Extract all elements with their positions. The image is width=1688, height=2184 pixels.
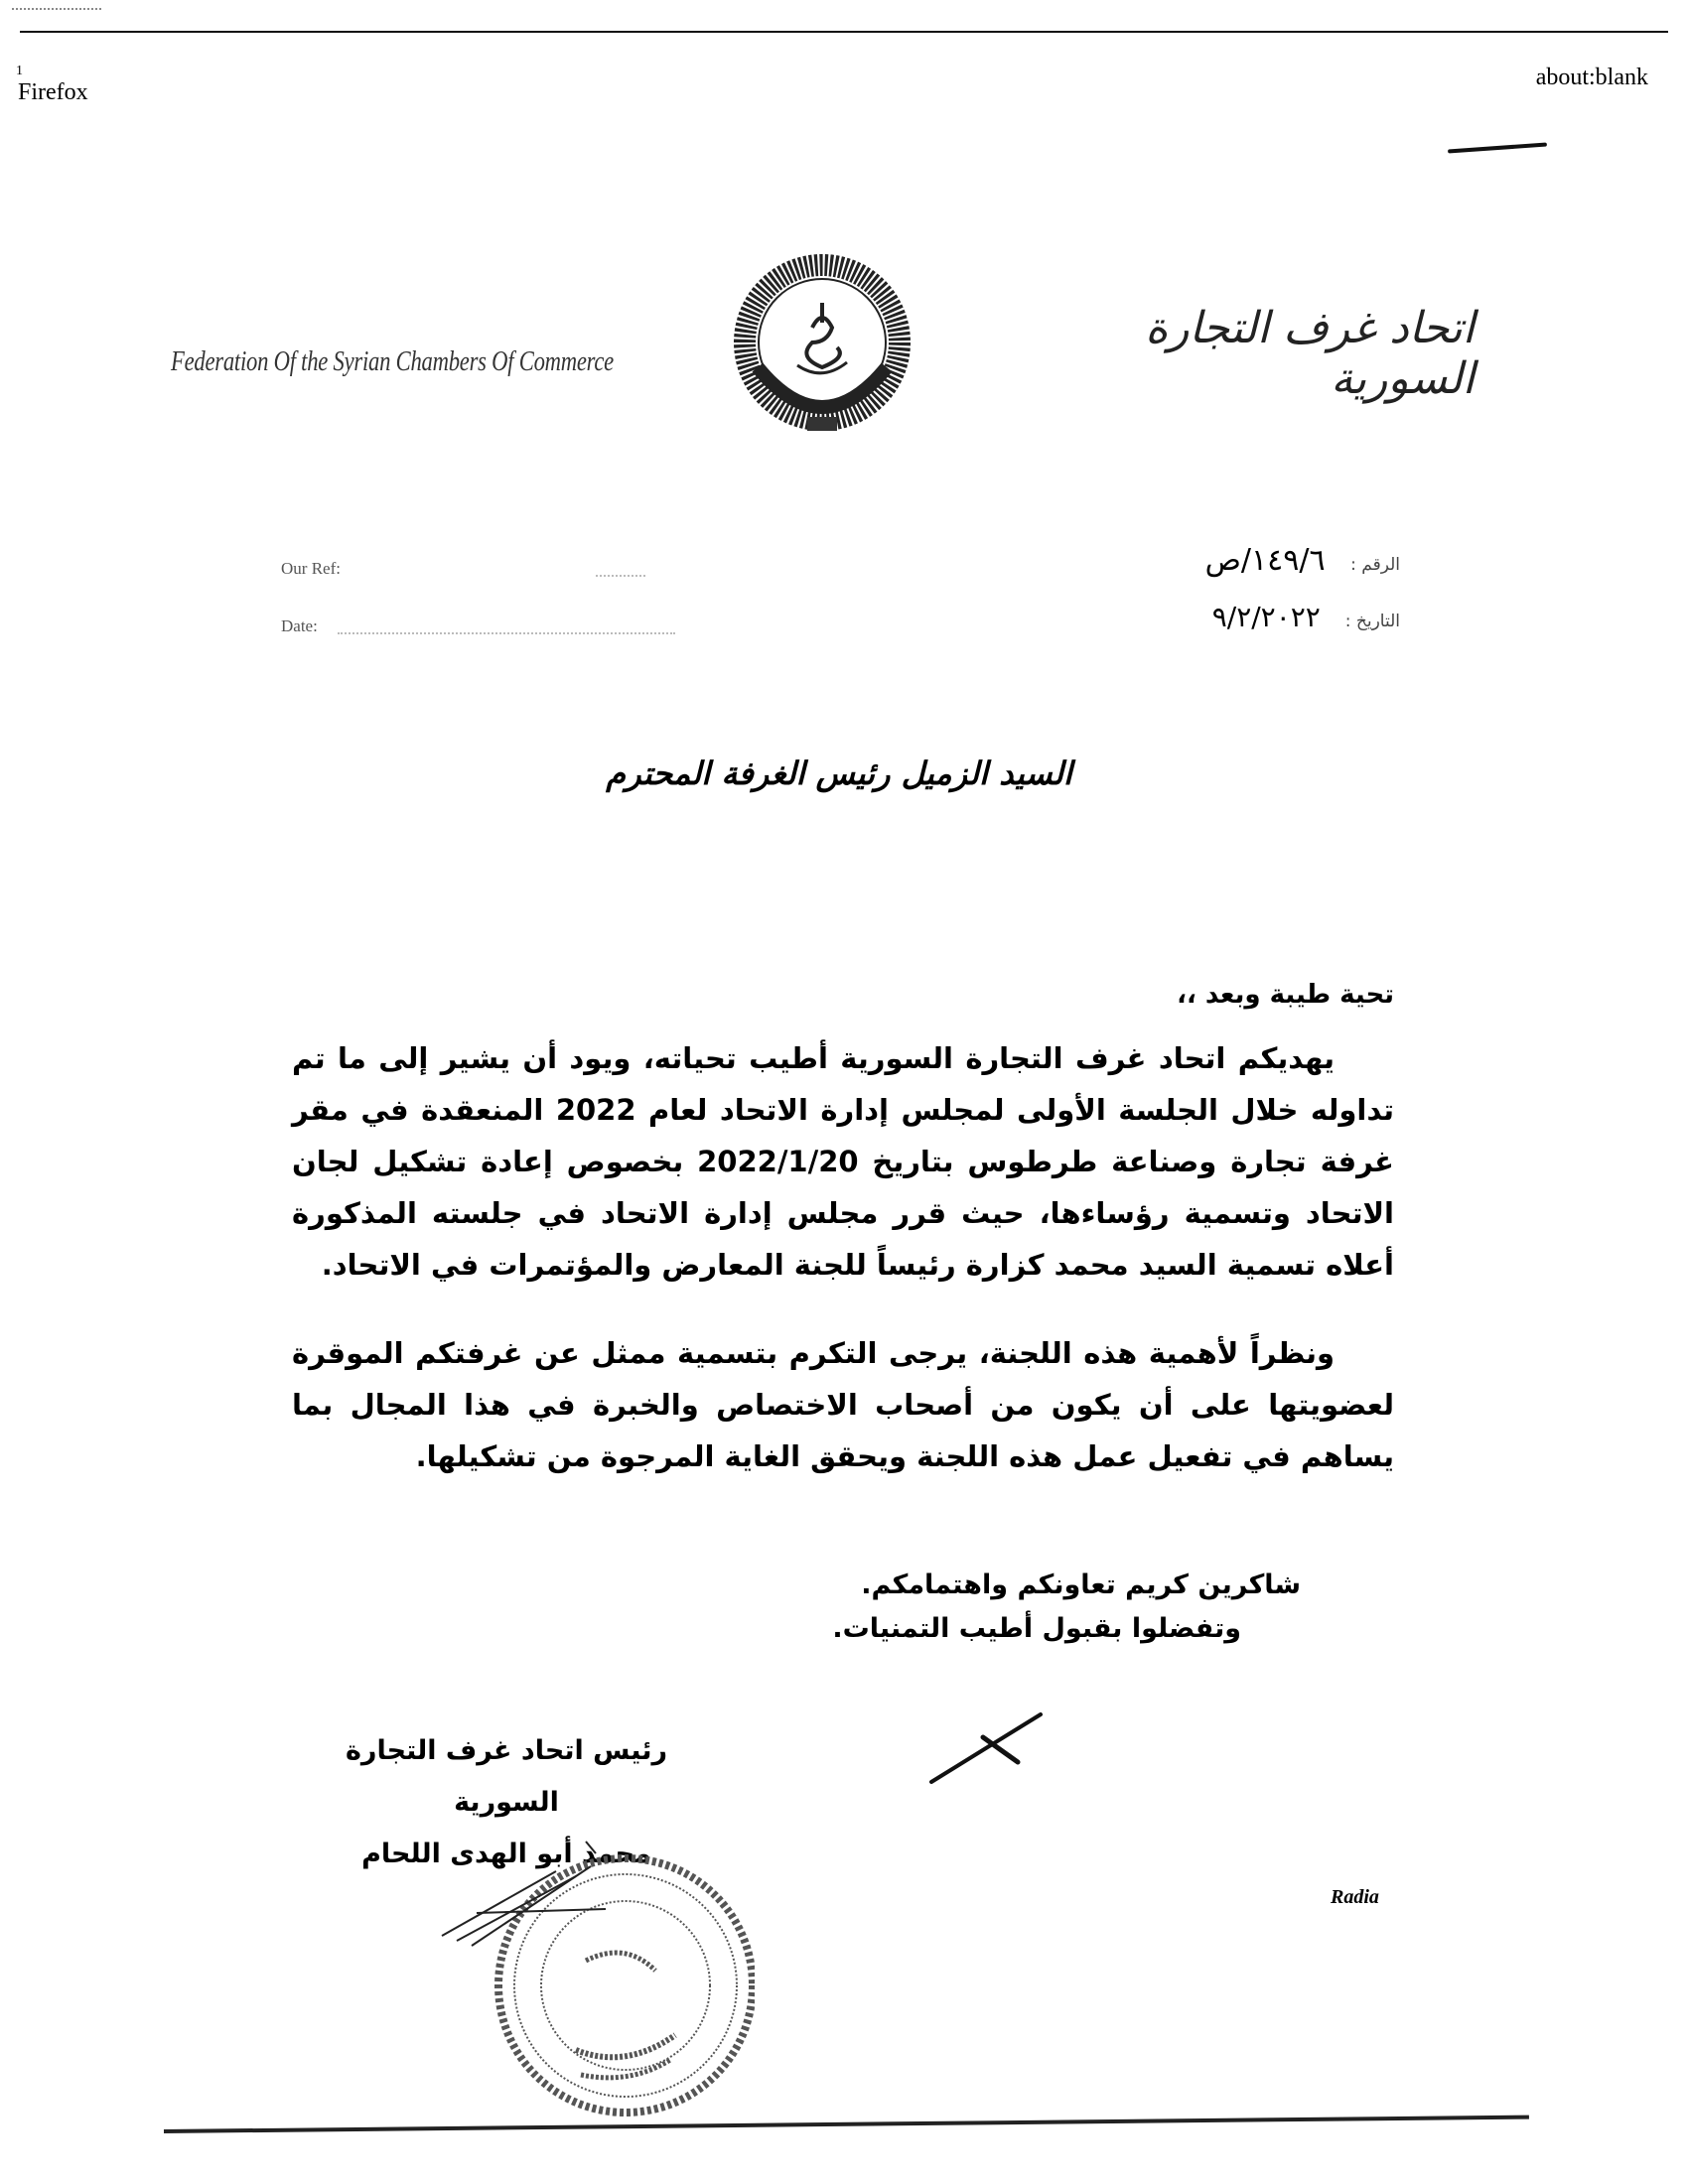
our-ref-label: Our Ref: bbox=[281, 559, 341, 578]
date-dotted-line bbox=[338, 631, 675, 634]
arabic-date bbox=[1212, 601, 1400, 633]
ref-dotted-line bbox=[596, 574, 645, 577]
browser-name: Firefox bbox=[18, 79, 88, 105]
letter-closing bbox=[832, 1564, 1301, 1651]
scan-artifact-dots bbox=[12, 8, 101, 10]
handwritten-x-mark-icon bbox=[923, 1703, 1053, 1792]
letter-salutation: السيد الزميل رئيس الغرفة المحترم bbox=[606, 754, 1072, 792]
letterhead-english-name: Federation Of the Syrian Chambers Of Commerce bbox=[171, 345, 615, 377]
pen-scribble-mark bbox=[1448, 143, 1547, 154]
closing-line-1: شاكرين كريم تعاونكم واهتمامكم. bbox=[861, 1570, 1301, 1600]
initials-note: Radia bbox=[1331, 1886, 1379, 1908]
ar-ref-value: ١٤٩/٦/ص bbox=[1204, 543, 1326, 578]
page-number: 1 bbox=[16, 64, 23, 78]
page-url: about:blank bbox=[1535, 65, 1648, 90]
ar-date-label: التاريخ : bbox=[1344, 612, 1400, 631]
federation-logo-icon bbox=[728, 248, 916, 437]
date-label: Date: bbox=[281, 616, 318, 635]
header-rule bbox=[20, 31, 1668, 33]
ar-date-value: ٩/٢/٢٠٢٢ bbox=[1211, 601, 1321, 633]
footer-rule bbox=[164, 2116, 1529, 2133]
letter-paragraph-2: ونظراً لأهمية هذه اللجنة، يرجى التكرم بتسمية ممثل عن غرفتكم الموقرة لعضويتها على أن يكون من أصحاب الاختصاص والخبرة في هذا المجال بما يساهم في تفعيل عمل هذه اللجنة ويحقق الغاية المرجوة من تشكيلها. bbox=[292, 1336, 1394, 1473]
arabic-reference bbox=[1205, 543, 1400, 578]
signatory-name: محمد أبو الهدى اللحام bbox=[361, 1839, 651, 1869]
ar-ref-label: الرقم : bbox=[1350, 555, 1400, 575]
signatory-title: رئيس اتحاد غرف التجارة السورية bbox=[345, 1735, 667, 1818]
letter-paragraph-1: يهديكم اتحاد غرف التجارة السورية أطيب تحياته، ويود أن يشير إلى ما تم تداوله خلال الجلسة الأولى لمجلس إدارة الاتحاد لعام 2022 المنعقدة في مقر غرفة تجارة وصناعة طرطوس بتاريخ 2022/1/20 بخصوص إعادة تشكيل لجان الاتحاد وتسمية رؤساءها، حيث قرر مجلس إدارة الاتحاد في جلسته المذكورة أعلاه تسمية السيد محمد كزارة رئيساً للجنة المعارض والمؤتمرات في الاتحاد. bbox=[292, 1041, 1394, 1282]
letterhead-arabic-name: اتحاد غرف التجارة السورية bbox=[1145, 303, 1475, 404]
official-stamp-icon bbox=[417, 1832, 755, 2119]
closing-line-2: وتفضلوا بقبول أطيب التمنيات. bbox=[832, 1613, 1241, 1644]
letter-greeting: تحية طيبة وبعد ،، bbox=[1177, 980, 1394, 1010]
